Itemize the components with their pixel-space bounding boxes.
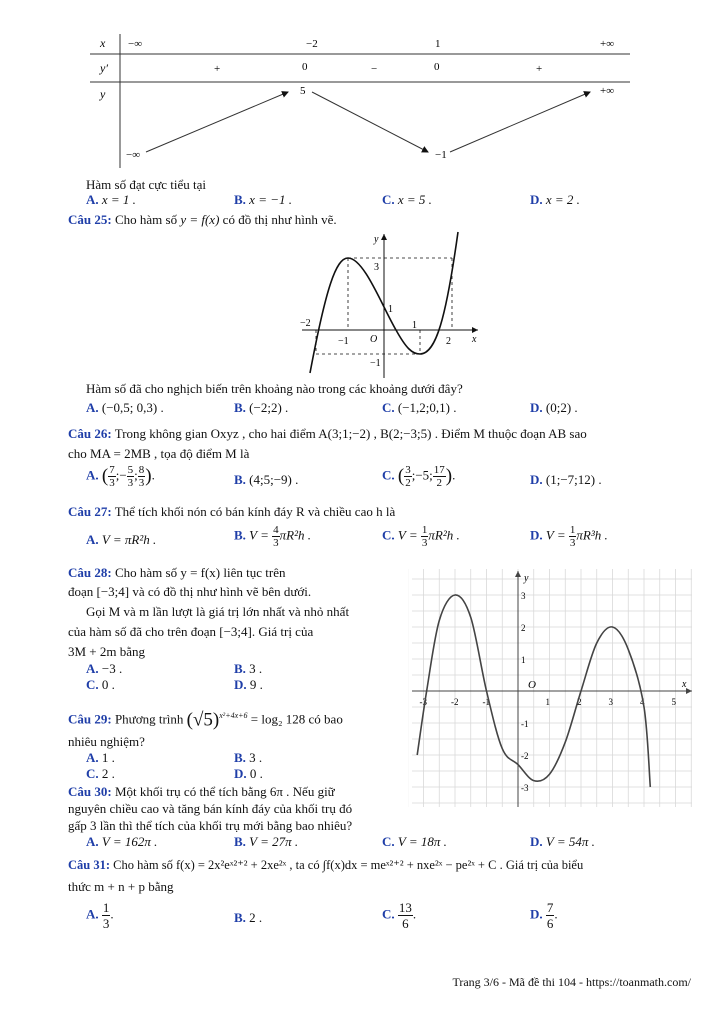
q25-option-b: B. (−2;2) . (234, 400, 289, 415)
q28-tick-x: 2 (577, 697, 582, 707)
q25-axis-y: y (374, 234, 379, 245)
q28-tick-y: -3 (521, 783, 529, 793)
q25-graph (296, 228, 486, 380)
q28-option-c: C. 0 . (86, 677, 115, 692)
q26-option-d: D. (1;−7;12) . (530, 472, 602, 487)
q28-tick-x: 3 (608, 697, 613, 707)
q30-option-b: B. V = 27π . (234, 834, 299, 849)
q27-option-b: B. V = $\frac{4}{3}$ πR²h . (234, 524, 312, 549)
vt-sign-3: + (536, 63, 543, 75)
vt-y-5: 5 (300, 85, 306, 97)
q31-option-b: B. 2 . (234, 910, 263, 925)
q29-option-c: C. 2 . (86, 766, 115, 781)
q28-tick-y: -2 (521, 751, 529, 761)
q25-stem2: Hàm số đã cho nghịch biến trên khoảng nào trong các khoảng dưới đây? (86, 381, 463, 396)
q25-label-x-2: 2 (446, 336, 451, 347)
q30-option-c: C. V = 18π . (382, 834, 447, 849)
q29-option-b: B. 3 . (234, 750, 263, 765)
q29-option-d: D. 0 . (234, 766, 263, 781)
q28-option-a: A. −3 . (86, 661, 123, 676)
q28-option-b: B. 3 . (234, 661, 263, 676)
q26-line2: cho MA = 2MB , tọa độ điểm M là (68, 446, 250, 461)
vt-x-1: 1 (435, 38, 441, 50)
vt-x-minus2: −2 (306, 38, 318, 50)
q28-tick-y: -1 (521, 719, 529, 729)
q29-line1: Câu 29: Phương trình $(√5)^{x^2+4x+6} = \log_2$ 128 có bao (68, 709, 343, 731)
vt-yp-label: y′ (100, 61, 108, 75)
variation-table (90, 30, 635, 170)
q31-option-a: A. $\frac{1}{3}$ . (86, 900, 114, 931)
q28-tick-x: 4 (640, 697, 645, 707)
q27-option-d: D. V = $\frac{1}{3}$ πR³h . (530, 524, 608, 549)
vt-sign-2: − (371, 63, 378, 75)
q28-line3: Gọi M và m lần lượt là giá trị lớn nhất và nhỏ nhất (86, 604, 350, 619)
q27-option-a: A. V = πR²h . (86, 532, 157, 547)
vt-sign-zero-1: 0 (302, 61, 308, 73)
q24-option-b: B. x = −1 . (234, 192, 292, 207)
q28-origin: O (528, 679, 536, 691)
vt-y-pos-inf: +∞ (600, 85, 615, 97)
q28-line2: đoạn [−3;4] và có đồ thị như hình vẽ bên dưới. (68, 584, 312, 599)
q30-option-d: D. V = 54π . (530, 834, 595, 849)
vt-y-minus1: −1 (435, 149, 447, 161)
q28-axis-x: x (682, 679, 687, 690)
q28-tick-y: 3 (521, 591, 526, 601)
q28-tick-y: 2 (521, 623, 526, 633)
q30-line2: nguyên chiều cao và tăng bán kính đáy của khối trụ đó (68, 801, 353, 816)
q28-tick-x: -2 (451, 697, 459, 707)
q29-line2: nhiêu nghiệm? (68, 734, 145, 749)
q31-line1: Câu 31: Cho hàm số f(x) = 2x²eˣ²⁺² + 2xe²ˣ , ta có ∫f(x)dx = meˣ²⁺² + nxe²ˣ − pe²ˣ + C . Giá trị của biểu (68, 858, 584, 872)
q30-option-a: A. V = 162π . (86, 834, 158, 849)
q28-tick-y: 1 (521, 655, 526, 665)
q24-stem: Hàm số đạt cực tiểu tại (86, 177, 207, 192)
vt-sign-1: + (214, 63, 221, 75)
q31-line2: thức m + n + p bằng (68, 879, 174, 894)
q25-option-d: D. (0;2) . (530, 400, 578, 415)
q25-stem: Câu 25: Cho hàm số y = f(x) có đồ thị như hình vẽ. (68, 212, 337, 227)
q25-label-x-1: 1 (412, 320, 417, 331)
page-footer: Trang 3/6 - Mã đề thi 104 - https://toanmath.com/ (452, 975, 691, 989)
q31-option-d: D. $\frac{7}{6}$ . (530, 900, 558, 931)
q27-option-c: C. V = $\frac{1}{3}$ πR²h . (382, 524, 460, 549)
q28-line5: 3M + 2m bằng (68, 644, 146, 659)
q28-graph (408, 565, 696, 810)
q26-option-b: B. (4;5;−9) . (234, 472, 299, 487)
q24-option-d: D. x = 2 . (530, 192, 580, 207)
vt-sign-zero-2: 0 (434, 61, 440, 73)
q28-line1: Câu 28: Cho hàm số y = f(x) liên tục trên (68, 565, 286, 580)
q29-option-a: A. 1 . (86, 750, 115, 765)
q28-tick-x: 1 (545, 697, 550, 707)
q27-stem: Câu 27: Thể tích khối nón có bán kính đáy R và chiều cao h là (68, 504, 396, 519)
q25-option-a: A. (−0,5; 0,3) . (86, 400, 164, 415)
vt-y-neg-inf: −∞ (126, 149, 141, 161)
q28-tick-x: 5 (671, 697, 676, 707)
q28-tick-x: -1 (482, 697, 490, 707)
q30-line1: Câu 30: Một khối trụ có thể tích bằng 6π . Nếu giữ (68, 784, 335, 799)
vt-y-label: y (100, 87, 106, 101)
q25-label-x-m2: −2 (300, 318, 311, 329)
vt-x-pos-inf: +∞ (600, 38, 615, 50)
vt-arrow-up-1 (146, 92, 288, 152)
q28-axis-y: y (524, 573, 529, 584)
vt-x-neg-inf: −∞ (128, 38, 143, 50)
vt-arrow-down (312, 92, 428, 152)
q26-line1: Câu 26: Trong không gian Oxyz , cho hai điểm A(3;1;−2) , B(2;−3;5) . Điểm M thuộc đoạn AB sao (68, 426, 587, 441)
q25-option-c: C. (−1,2;0,1) . (382, 400, 457, 415)
q25-origin: O (370, 334, 378, 345)
q26-option-c: C. ( $\frac{3}{2}$ ;−5; $\frac{17}{2}$ ). (382, 464, 456, 489)
vt-x-label: x (100, 36, 106, 50)
q28-option-d: D. 9 . (234, 677, 263, 692)
q30-line3: gấp 3 lần thì thể tích của khối trụ mới bằng bao nhiêu? (68, 818, 353, 833)
q25-axis-x: x (472, 334, 477, 345)
q26-option-a: A. ( $\frac{7}{3}$ ;− $\frac{5}{3}$ ; $\frac{8}{3}$ ). (86, 464, 155, 489)
q25-label-y-3: 3 (374, 262, 379, 273)
q24-option-a: A. x = 1 . (86, 192, 136, 207)
q24-option-c: C. x = 5 . (382, 192, 432, 207)
q25-label-y-1: 1 (388, 304, 393, 315)
q28-tick-x: -3 (419, 697, 427, 707)
vt-arrow-up-2 (450, 92, 590, 152)
q31-option-c: C. $\frac{13}{6}$ . (382, 900, 417, 931)
q28-line4: của hàm số đã cho trên đoạn [−3;4]. Giá trị của (68, 624, 314, 639)
q25-label-x-m1: −1 (338, 336, 349, 347)
q25-label-y-m1: −1 (370, 358, 381, 369)
